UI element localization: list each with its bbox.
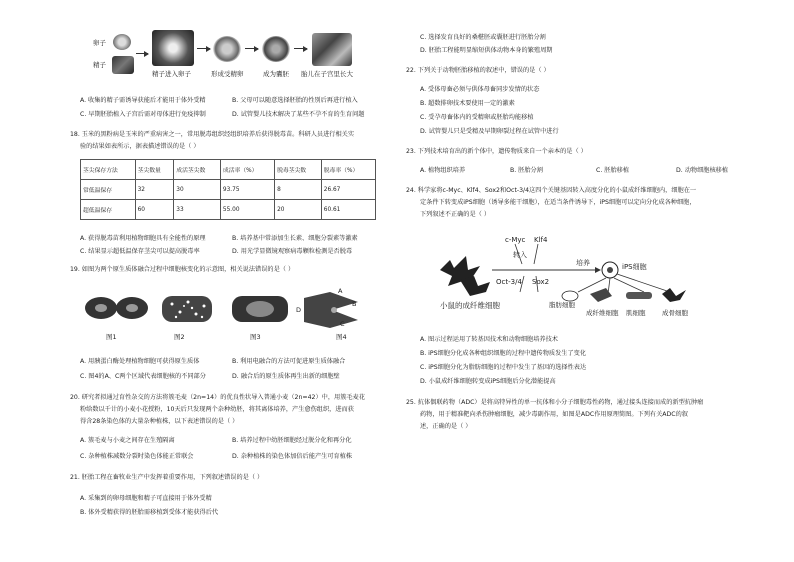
table-cell: 成活茎尖数 (174, 160, 221, 180)
sperm-label: 精子 (93, 61, 106, 69)
fig4-letter-a: A (338, 287, 343, 295)
egg-image (113, 34, 131, 50)
product-bone-label: 成骨细胞 (662, 309, 688, 317)
q19-option-b: B. 利用电融合的方法可促进原生质体融合 (232, 358, 346, 365)
table-cell: 60.61 (321, 200, 375, 220)
table-cell: 茎尖数量 (135, 160, 174, 180)
q25-stem-line-3: 述，正确的是（ ） (420, 423, 472, 430)
q23-option-b: B. 胚胎分割 (510, 167, 543, 174)
product-fibroblast-label: 成纤维细胞 (586, 309, 619, 317)
table-cell: 60 (135, 200, 174, 220)
q24-option-a: A. 图示过程运用了转基因技术和动物细胞培养技术 (420, 336, 558, 343)
gene-oct-3-4: Oct-3/4 (496, 278, 522, 286)
q19-option-a: A. 用胰蛋白酶处理植物细胞可获得原生质体 (80, 358, 200, 365)
caption-zygote: 形成受精卵 (211, 70, 244, 78)
q17-option-c: C. 早期胚胎植入子宫后需对母体进行免疫抑制 (80, 111, 206, 118)
table-cell: 超低温保存 (81, 200, 136, 220)
q21-option-c: C. 选择发育良好的桑椹胚或囊胚进行胚胎分割 (420, 34, 546, 41)
arrow-3 (245, 48, 258, 49)
q22-option-a: A. 受体母畜必须与供体母畜同步发情的状态 (420, 86, 540, 93)
q24-option-c: C. iPS细胞分化为脂肪细胞的过程中发生了基因的选择性表达 (420, 364, 587, 371)
q18-stem-line-1: 18. 玉米的黑粉病是玉米的严重病害之一，常用脱毒组织经组织培养后获得脱毒苗。科研人员进行相关实 (70, 131, 355, 138)
arrow-2 (197, 48, 210, 49)
q18-option-c: C. 结果显示超低温保存茎尖可以提高脱毒率 (80, 248, 200, 255)
q25-stem-line-2: 药物，用于精准靶向杀伤肿瘤细胞，减少毒副作用，如图是ADC作用原理简图。下列有关ADC的叙 (420, 411, 688, 418)
q19-option-d: D. 融合后的原生质体再生出新的细胞壁 (232, 373, 340, 380)
fig4-letter-d: D (296, 306, 302, 314)
q24-stem-line-1: 24. 科学家将c-Myc、Klf4、Sox2和Oct-3/4这四个关键基因转入高度分化的小鼠成纤维细胞内，细胞在一 (406, 187, 697, 194)
caption-sperm-enters: 精子进入卵子 (152, 70, 191, 78)
q24-option-d: D. 小鼠成纤维细胞转变成iPS细胞后分化潜能提高 (420, 378, 556, 385)
table-row (81, 200, 376, 220)
q19-option-c: C. 图4的A、C两个区域代表细胞核的不同部分 (80, 373, 206, 380)
fig2-label: 图2 (174, 333, 185, 341)
q22-option-b: B. 超数排卵技术要使用一定的激素 (420, 100, 515, 107)
caption-blastocyst: 成为囊胚 (263, 70, 289, 78)
q17-option-a: A. 收集的精子需诱导获能后才能用于体外受精 (80, 97, 206, 104)
q19-stem: 19. 如图为两个原生质体融合过程中细胞核变化的示意图，相关说法错误的是（ ） (70, 266, 295, 273)
fetus-image (312, 33, 352, 66)
table-cell: 55.00 (220, 200, 274, 220)
q21-stem: 21. 胚胎工程在畜牧业生产中发挥着重要作用，下列叙述错误的是（ ） (70, 474, 264, 481)
q22-option-d: D. 试管婴儿只是受精及早期卵裂过程在试管中进行 (420, 128, 559, 135)
q22-stem: 22. 下列关于动物胚胎移植的叙述中，错误的是（ ） (406, 67, 550, 74)
blastocyst-image (262, 36, 290, 62)
zygote-image (213, 36, 241, 62)
fig1-label: 图1 (106, 333, 117, 341)
q18-option-b: B. 培养基中常添加生长素、细胞分裂素等激素 (232, 235, 358, 242)
q24-stem-line-2: 定条件下转变成iPS细胞（诱导多能干细胞），在适当条件诱导下，iPS细胞可以定向分化成各种细胞， (420, 199, 696, 206)
sperm-image (112, 56, 134, 74)
q23-option-c: C. 胚胎移植 (596, 167, 630, 174)
q23-option-d: D. 动物细胞核移植 (676, 167, 729, 174)
table-cell: 26.67 (321, 180, 375, 200)
table-cell: 茎尖保存方法 (81, 160, 136, 180)
gene-c-myc: c-Myc (505, 236, 526, 244)
q18-data-table (80, 159, 376, 220)
egg-label: 卵子 (93, 39, 106, 47)
q20-option-a: A. 簇毛麦与小麦之间存在生殖隔离 (80, 437, 175, 444)
q17-option-b: B. 父母可以随意选择胚胎的性别后再进行植入 (232, 97, 358, 104)
gene-sox2: Sox2 (532, 278, 550, 286)
q20-option-c: C. 杂种植株减数分裂时染色体能正常联会 (80, 453, 194, 460)
q20-stem-line-2: 粉给数以千计的小麦小花授粉，10天后只发现两个杂种幼胚，将其离体培养，产生愈伤组织，进而获 (80, 406, 354, 413)
fig4-letter-b: B (352, 300, 357, 308)
table-cell: 93.75 (220, 180, 274, 200)
q21-option-b: B. 体外受精获得的胚胎需移植到受体才能获得后代 (80, 509, 219, 516)
fusion-diagram-svg (84, 284, 364, 342)
arrow-4 (294, 48, 307, 49)
table-cell: 33 (174, 200, 221, 220)
table-cell: 32 (135, 180, 174, 200)
q20-stem-line-3: 得含28条染色体的大量杂种植株，以下表述错误的是（ ） (80, 418, 239, 425)
table-cell: 脱毒茎尖数 (275, 160, 322, 180)
table-cell: 8 (275, 180, 322, 200)
caption-fetus: 胎儿在子宫里长大 (301, 70, 353, 78)
q24-option-b: B. iPS细胞分化成各种组织细胞的过程中遗传物质发生了变化 (420, 350, 587, 357)
q20-option-d: D. 杂种植株的染色体加倍后能产生可育植株 (232, 453, 353, 460)
q18-stem-line-2: 验的结果如表所示，据表描述错误的是（ ） (80, 143, 200, 150)
arrow-1 (136, 53, 148, 54)
q18-option-d: D. 用光学显微镜观察病毒颗粒检测是否脱毒 (232, 248, 353, 255)
table-row (81, 180, 376, 200)
fig4-label: 图4 (336, 333, 347, 341)
q22-option-c: C. 受孕母畜体内的受精卵或胚胎均能移植 (420, 114, 534, 121)
table-cell: 20 (275, 200, 322, 220)
table-header-row (81, 160, 376, 180)
culture-label: 培养 (576, 259, 590, 267)
q20-stem-line-1: 20. 研究者拟通过育性杂交的方法将簇毛麦（2n=14）的优良性状导入普通小麦（2n=42）中，用簇毛麦花 (70, 394, 365, 401)
fat-cell-label: 脂肪细胞 (549, 301, 575, 309)
transfer-label: 转入 (513, 251, 527, 259)
q18-option-a: A. 获得脱毒苗利用植物细胞具有全能性的原理 (80, 235, 206, 242)
fertilization-image (152, 30, 194, 66)
product-muscle-label: 肌细胞 (626, 309, 646, 317)
q21-option-a: A. 采集到的卵母细胞和精子可直接用于体外受精 (80, 495, 212, 502)
fibroblast-label: 小鼠的成纤维细胞 (440, 301, 500, 310)
q23-stem: 23. 下列技术培育出的新个体中，遗传物质来自一个亲本的是（ ） (406, 148, 587, 155)
q17-option-d: D. 试管婴儿技术解决了某些不孕不育的生育问题 (232, 111, 365, 118)
gene-klf4: Klf4 (534, 236, 548, 244)
q21-option-d: D. 胚胎工程能明显缩短供体动物本身的繁殖周期 (420, 47, 553, 54)
table-cell: 脱毒率（%） (321, 160, 375, 180)
q25-stem-line-1: 25. 抗体偶联药物（ADC）是将高特异性的单一抗体和小分子细胞毒性药物，通过接头连接而成的新型抗肿瘤 (406, 399, 704, 406)
ips-cell-label: iPS细胞 (622, 263, 647, 271)
q20-option-b: B. 培养过程中幼胚细胞经过脱分化和再分化 (232, 437, 352, 444)
fig4-letter-c: C (340, 320, 345, 328)
table-cell: 常低温保存 (81, 180, 136, 200)
table-cell: 30 (174, 180, 221, 200)
table-cell: 成活率（%） (220, 160, 274, 180)
q23-option-a: A. 植物组织培养 (420, 167, 466, 174)
fig3-label: 图3 (250, 333, 261, 341)
q24-stem-line-3: 下列叙述不正确的是（ ） (420, 211, 491, 218)
